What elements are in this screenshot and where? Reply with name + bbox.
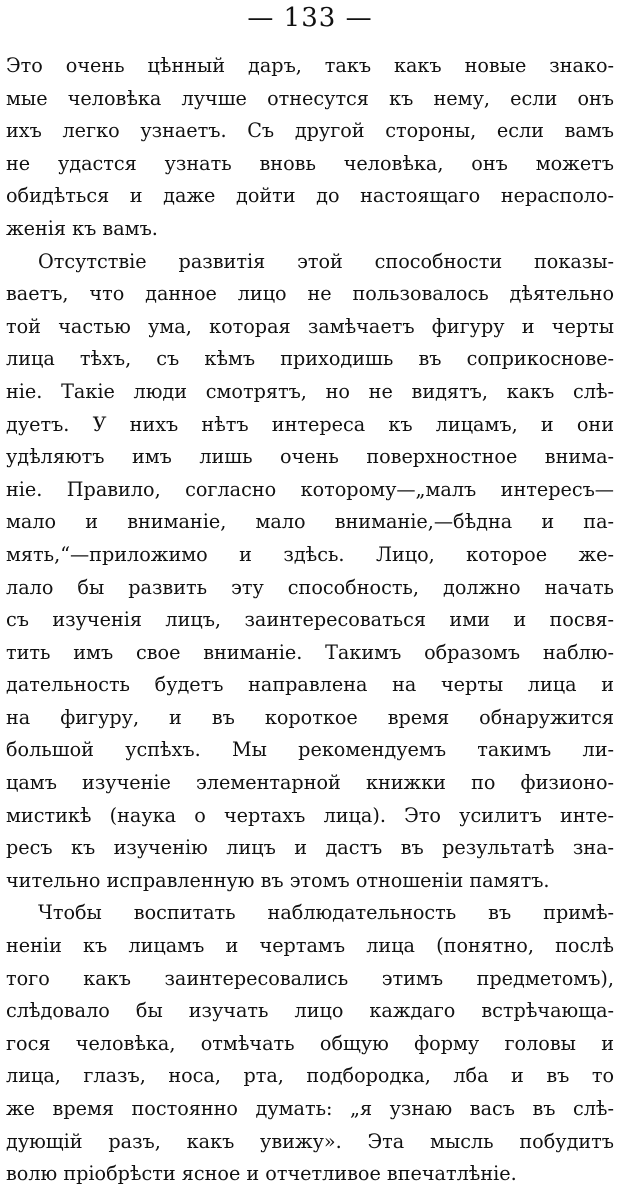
text-line: чительно исправленную въ этомъ отношеніи памятъ. [6,868,550,892]
text-line: волю пріобрѣсти ясное и отчетливое впечатлѣніе. [6,1162,517,1186]
text-line: дательность будетъ направлена на черты лица и [6,673,614,697]
text-line: лица тѣхъ, съ кѣмъ приходишь въ соприкоснове- [6,347,614,371]
text-line: дуетъ. У нихъ нѣтъ интереса къ лицамъ, и они [6,412,614,436]
text-line: обидѣться и даже дойти до настоящаго нерасполо- [6,184,614,208]
text-line: гося человѣка, отмѣчать общую форму головы и [6,1031,614,1055]
text-line: Чтобы воспитать наблюдательность въ примѣ- [38,901,614,925]
text-line: лало бы развить эту способность, должно начать [6,575,614,599]
text-line: слѣдовало бы изучать лицо каждаго встрѣчающа- [6,999,614,1023]
text-line: дующій разъ, какъ увижу». Эта мысль побудитъ [6,1129,614,1153]
text-line: мало и вниманіе, мало вниманіе,—бѣдна и па- [6,510,614,534]
text-line: мые человѣка лучше отнесутся къ нему, если онъ [6,86,614,110]
text-line: большой успѣхъ. Мы рекомендуемъ такимъ ли- [6,738,614,762]
text-line: ихъ легко узнаетъ. Съ другой стороны, если вамъ [6,119,614,143]
page-number: — 133 — [247,3,373,33]
text-line: того какъ заинтересовались этимъ предметомъ), [6,966,614,990]
text-line: мистикѣ (наука о чертахъ лица). Это усилитъ интe- [6,803,614,827]
text-line: тить имъ свое вниманіе. Такимъ образомъ наблю- [6,640,614,664]
text-line: той частью ума, которая замѣчаетъ фигуру и черты [6,314,614,338]
text-line: лица, глазъ, носа, рта, подбородка, лба и въ то [6,1064,614,1088]
text-line: неніи къ лицамъ и чертамъ лица (понятно, послѣ [6,934,614,958]
text-line: ніе. Правило, согласно которому—„малъ интересъ— [6,477,614,501]
text-line: Отсутствіе развитія этой способности показы- [38,249,614,273]
text-line: не удастся узнать вновь человѣка, онъ можетъ [6,151,614,175]
text-line: на фигуру, и въ короткое время обнаружится [6,705,614,729]
text-line: же время постоянно думать: „я узнаю васъ въ слѣ- [6,1097,614,1120]
text-line: Это очень цѣнный даръ, такъ какъ новые знако- [6,54,614,77]
text-line: съ изученія лицъ, заинтересоваться ими и посвя- [6,608,614,632]
text-line: ваетъ, что данное лицо не пользовалось дѣятельно [6,282,614,306]
text-line: цамъ изученіе элементарной книжки по физионо- [6,771,614,795]
text-line: ніе. Такіе люди смотрятъ, но не видятъ, какъ слѣ- [6,379,614,403]
text-line: мять,“—приложимо и здѣсь. Лицо, которое же- [6,542,614,566]
body-text [6,50,614,1191]
text-line: женія къ вамъ. [6,216,158,240]
text-line: ресъ къ изученію лицъ и дастъ въ результатѣ зна- [6,836,614,860]
text-line: удѣляютъ имъ лишь очень поверхностное внима- [6,445,614,469]
